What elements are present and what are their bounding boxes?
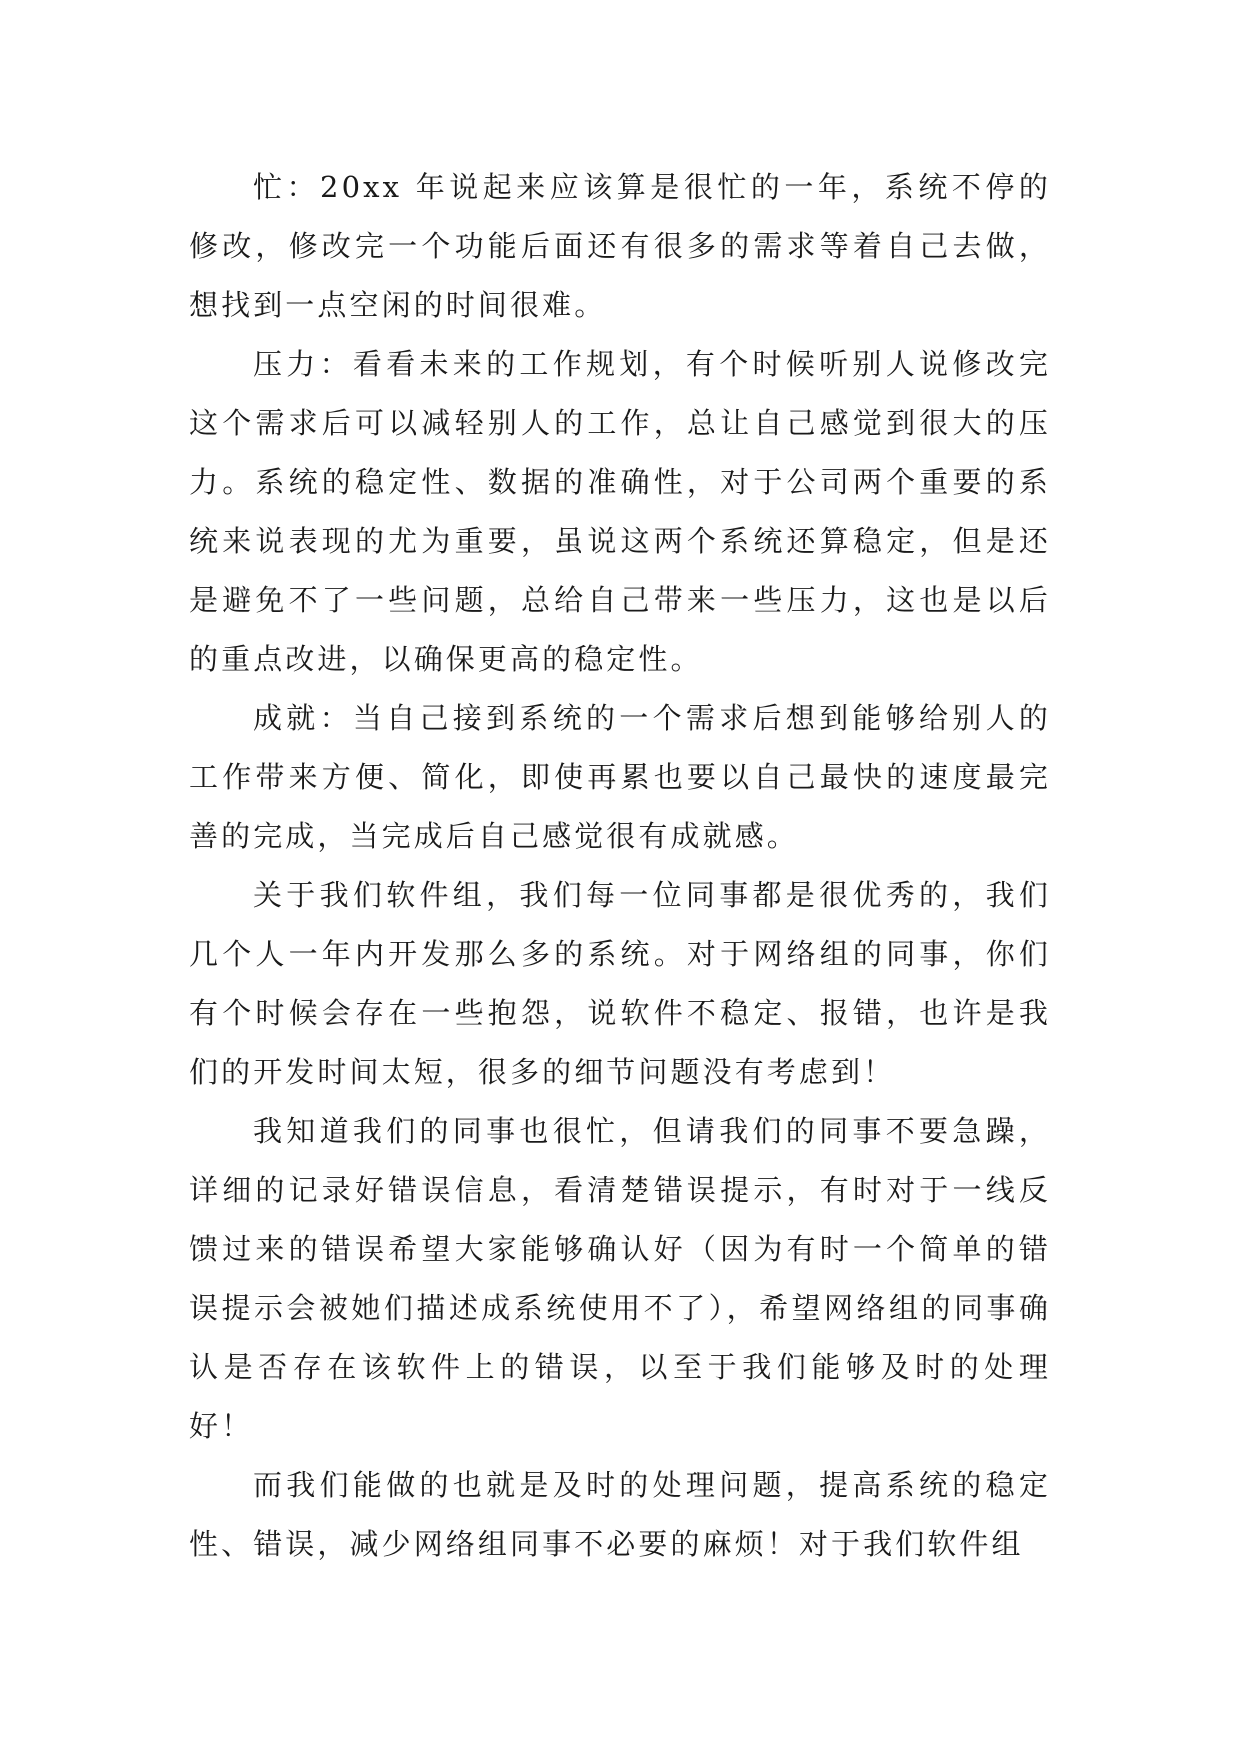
paragraph-software-team: 关于我们软件组，我们每一位同事都是很优秀的，我们几个人一年内开发那么多的系统。对于网络组的同事，你们有个时候会存在一些抱怨，说软件不稳定、报错，也许是我们的开发时间太短，很多的细节问题没有考虑到！ (189, 878, 1051, 1089)
paragraph-pressure: 压力：看看未来的工作规划，有个时候听别人说修改完这个需求后可以减轻别人的工作，总让自己感觉到很大的压力。系统的稳定性、数据的准确性，对于公司两个重要的系统来说表现的尤为重要，虽说这两个系统还算稳定，但是还是避免不了一些问题，总给自己带来一些压力，这也是以后的重点改进，以确保更高的稳定性。 (189, 347, 1051, 676)
document-body (189, 158, 1051, 1574)
paragraph-what-we-do: 而我们能做的也就是及时的处理问题，提高系统的稳定性、错误，减少网络组同事不必要的麻烦！对于我们软件组 (189, 1468, 1051, 1561)
paragraph-busy: 忙：20xx 年说起来应该算是很忙的一年，系统不停的修改，修改完一个功能后面还有很多的需求等着自己去做，想找到一点空闲的时间很难。 (189, 170, 1051, 322)
paragraph-achievement: 成就：当自己接到系统的一个需求后想到能够给别人的工作带来方便、简化，即使再累也要以自己最快的速度最完善的完成，当完成后自己感觉很有成就感。 (189, 701, 1051, 853)
paragraph-request: 我知道我们的同事也很忙，但请我们的同事不要急躁，详细的记录好错误信息，看清楚错误提示，有时对于一线反馈过来的错误希望大家能够确认好（因为有时一个简单的错误提示会被她们描述成系统使用不了），希望网络组的同事确认是否存在该软件上的错误，以至于我们能够及时的处理好！ (189, 1114, 1051, 1443)
